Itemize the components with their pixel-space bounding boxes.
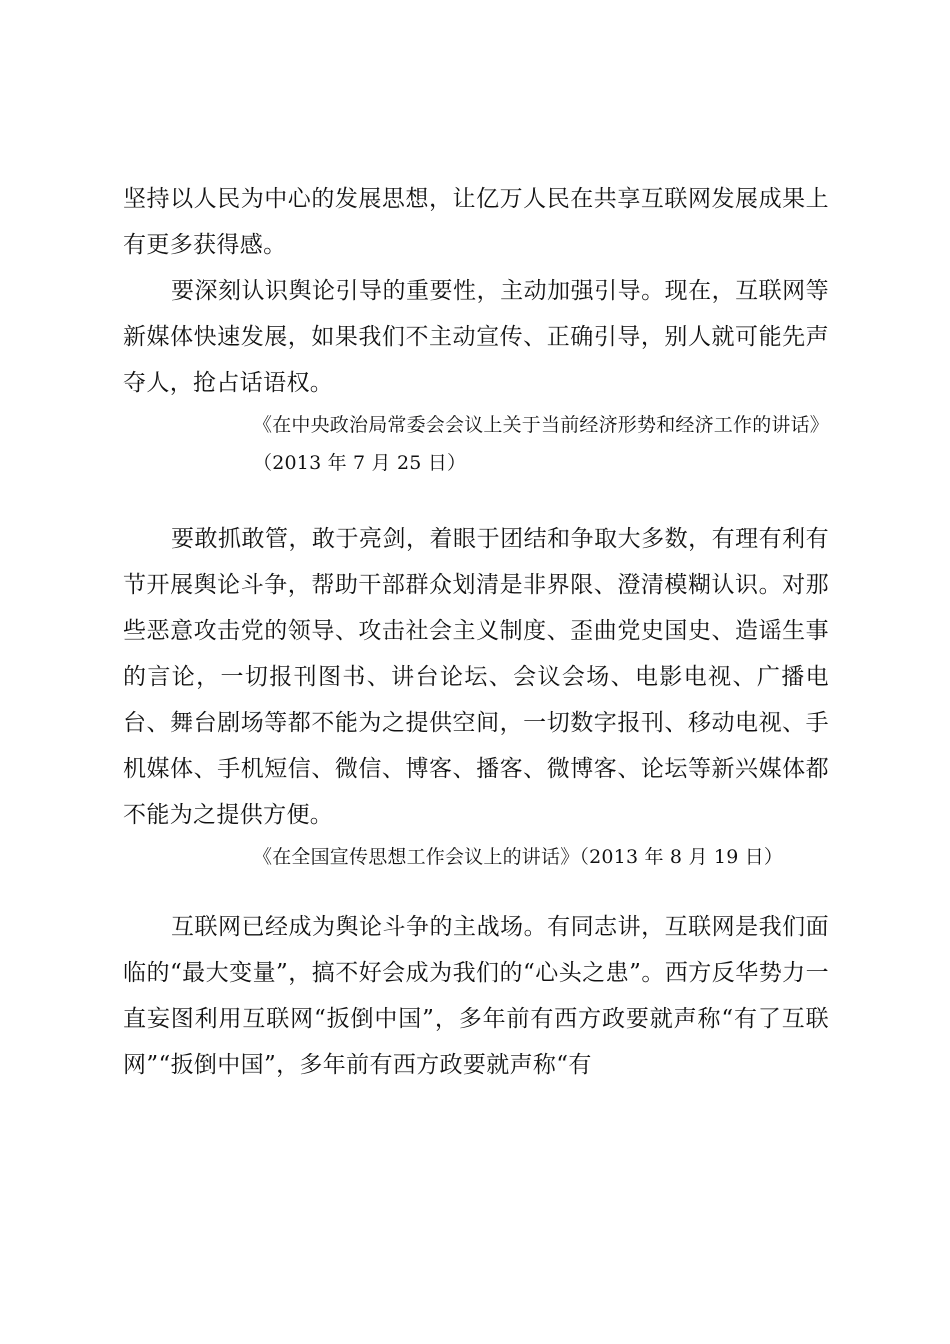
section-gap bbox=[123, 482, 829, 516]
body-paragraph: 互联网已经成为舆论斗争的主战场。有同志讲，互联网是我们面临的“最大变量”，搞不好会成为我们的“心头之患”。西方反华势力一直妄图利用互联网“扳倒中国”，多年前有西方政要就声称“有了互联网”“扳倒中国”，多年前有西方政要就声称“有 bbox=[123, 914, 829, 1078]
body-paragraph: 要深刻认识舆论引导的重要性，主动加强引导。现在，互联网等新媒体快速发展，如果我们不主动宣传、正确引导，别人就可能先声夺人，抢占话语权。 bbox=[123, 278, 829, 396]
section-gap bbox=[123, 876, 829, 904]
source-citation: 《在中央政治局常委会会议上关于当前经济形势和经济工作的讲话》（2013 年 7 月 25 日） bbox=[253, 414, 830, 474]
document-page bbox=[123, 176, 829, 1088]
body-paragraph: 坚持以人民为中心的发展思想，让亿万人民在共享互联网发展成果上有更多获得感。 bbox=[123, 186, 829, 258]
source-citation: 《在全国宣传思想工作会议上的讲话》（2013 年 8 月 19 日） bbox=[253, 846, 784, 868]
body-paragraph: 要敢抓敢管，敢于亮剑，着眼于团结和争取大多数，有理有利有节开展舆论斗争，帮助干部群众划清是非界限、澄清模糊认识。对那些恶意攻击党的领导、攻击社会主义制度、歪曲党史国史、造谣生事的言论，一切报刊图书、讲台论坛、会议会场、电影电视、广播电台、舞台剧场等都不能为之提供空间，一切数字报刊、移动电视、手机媒体、手机短信、微信、博客、播客、微博客、论坛等新兴媒体都不能为之提供方便。 bbox=[123, 526, 829, 828]
